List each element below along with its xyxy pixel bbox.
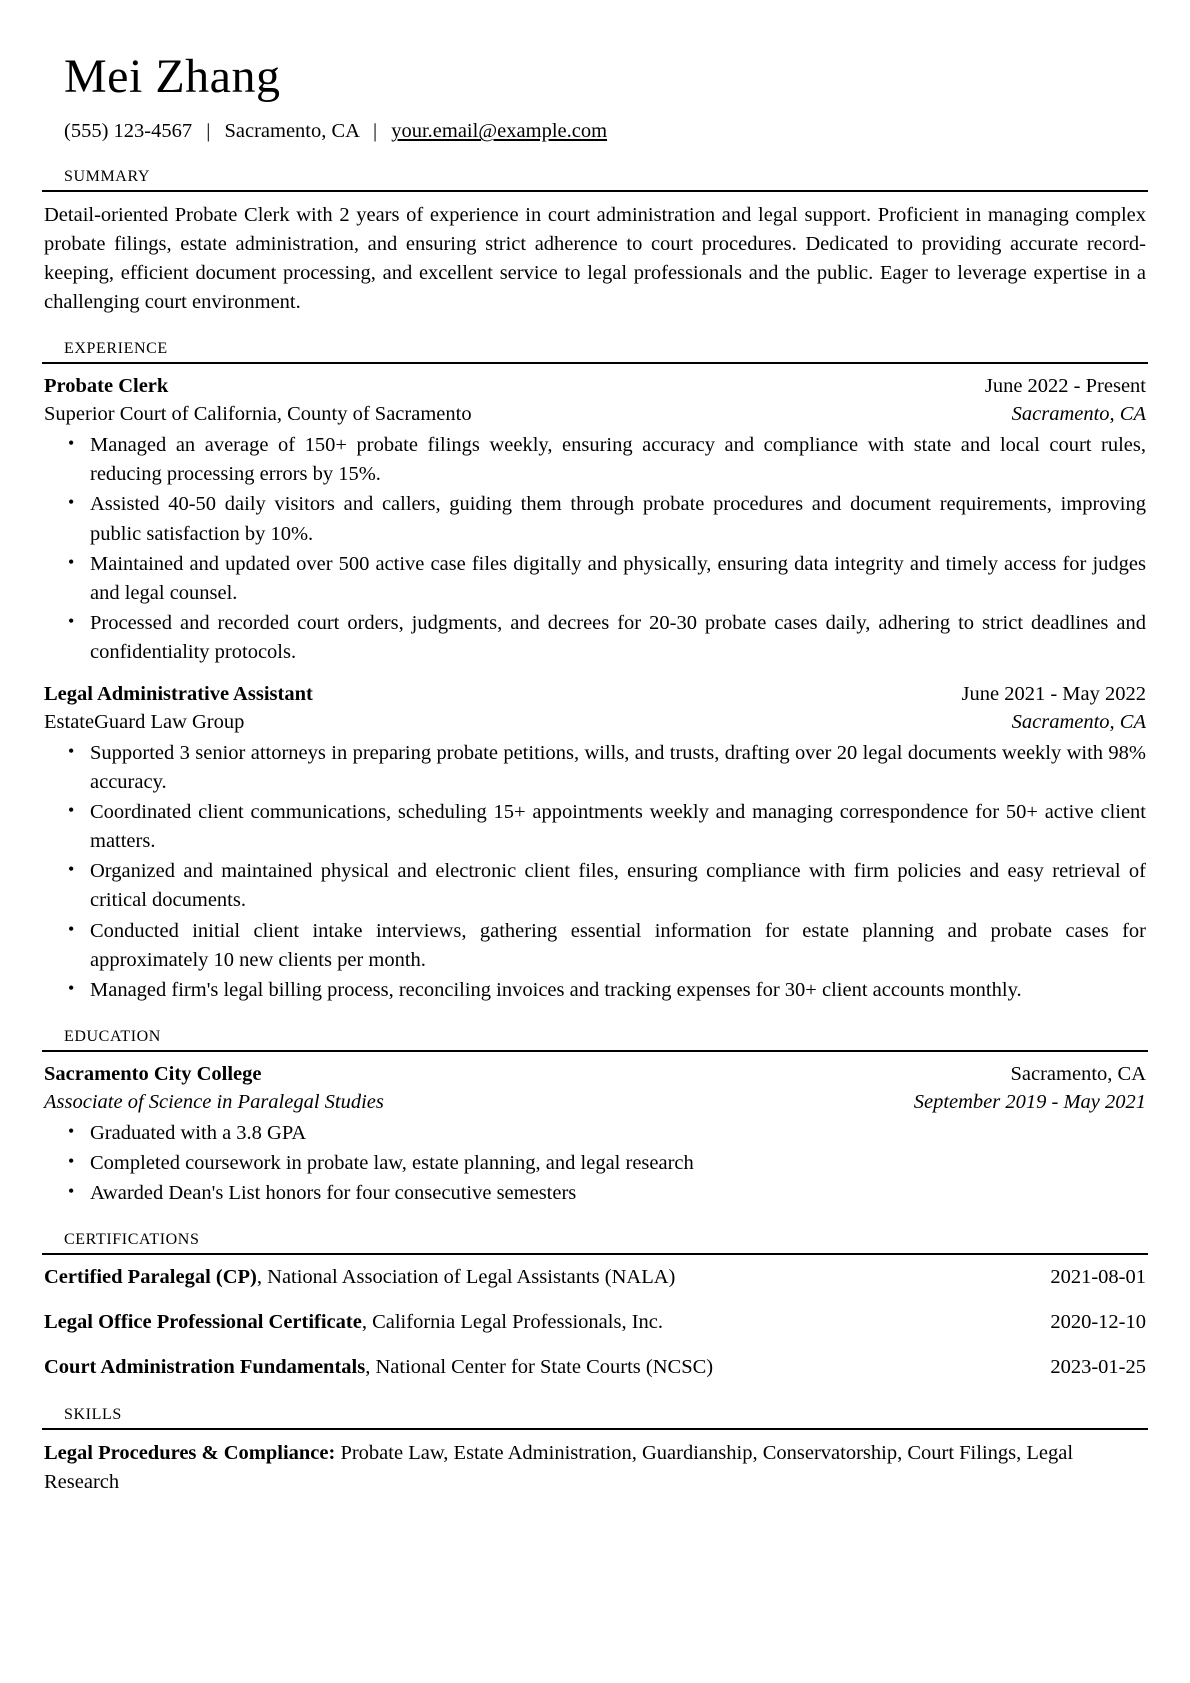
- list-item: • Awarded Dean's List honors for four consecutive semesters: [90, 1179, 1148, 1208]
- resume-header: [42, 52, 1148, 145]
- section-title-experience: experience: [64, 333, 168, 359]
- certification-issuer: , California Legal Professionals, Inc.: [361, 1310, 663, 1333]
- list-item: • Assisted 40-50 daily visitors and callers, guiding them through probate procedures and document requirements, improving public satisfaction by 10%.: [90, 490, 1148, 548]
- list-item: • Maintained and updated over 500 active case files digitally and physically, ensuring data integrity and timely access for judges and legal counsel.: [90, 550, 1148, 608]
- experience-title-row: [42, 373, 1148, 401]
- section-rule-skills: [42, 1428, 1148, 1430]
- job-date: June 2022 - Present: [984, 375, 1146, 398]
- section-title-summary: summary: [64, 161, 151, 187]
- list-item: • Completed coursework in probate law, estate planning, and legal research: [90, 1149, 1148, 1178]
- education-school-row: [42, 1061, 1148, 1089]
- email-link[interactable]: your.email@example.com: [391, 120, 608, 143]
- section-experience: [42, 333, 1148, 1004]
- certification-date: 2021-08-01: [1050, 1265, 1146, 1288]
- section-title-certifications: certifications: [64, 1223, 200, 1249]
- list-item: • Managed firm's legal billing process, reconciling invoices and tracking expenses for 30+ client accounts monthly.: [90, 976, 1148, 1005]
- education-entry: [42, 1061, 1148, 1208]
- certification-name: Legal Office Professional Certificate: [44, 1310, 362, 1333]
- list-item: • Organized and maintained physical and electronic client files, ensuring compliance with firm policies and easy retrieval of critical documents.: [90, 857, 1148, 915]
- section-rule-education: [42, 1050, 1148, 1052]
- certification-text: [44, 1354, 713, 1382]
- job-title: Legal Administrative Assistant: [44, 683, 313, 706]
- skill-category: Legal Procedures & Compliance:: [44, 1441, 336, 1464]
- education-bullet-list: [42, 1119, 1148, 1208]
- job-organization: EstateGuard Law Group: [44, 710, 245, 733]
- section-rule-summary: [42, 190, 1148, 192]
- education-degree-row: [42, 1089, 1148, 1117]
- certification-row: [42, 1309, 1148, 1337]
- job-organization: Superior Court of California, County of Sacramento: [44, 403, 472, 426]
- section-certifications: [42, 1224, 1148, 1382]
- location-text: Sacramento, CA: [224, 120, 359, 143]
- certification-name: Court Administration Fundamentals: [44, 1355, 366, 1378]
- certification-text: [44, 1309, 663, 1337]
- job-date: June 2021 - May 2022: [961, 683, 1146, 706]
- summary-text: Detail-oriented Probate Clerk with 2 years of experience in court administration and legal support. Proficient in managing complex probate filings, estate administration, and ensuring strict adherence to court procedures. Dedicated to providing accurate record-keeping, efficient document processing, and excellent service to legal professionals and the public. Eager to leverage expertise in a challenging court environment.: [44, 204, 1146, 314]
- list-item: • Supported 3 senior attorneys in preparing probate petitions, wills, and trusts, drafting over 20 legal documents weekly with 98% accuracy.: [90, 739, 1148, 797]
- skill-group: [42, 1439, 1148, 1497]
- section-title-skills: skills: [64, 1398, 122, 1424]
- section-skills: [42, 1399, 1148, 1497]
- contact-line: [64, 118, 1148, 145]
- certification-date: 2020-12-10: [1050, 1310, 1146, 1333]
- section-education: [42, 1021, 1148, 1208]
- list-item: • Coordinated client communications, scheduling 15+ appointments weekly and managing correspondence for 50+ active client matters.: [90, 798, 1148, 856]
- job-location: Sacramento, CA: [1011, 710, 1146, 733]
- list-item: • Conducted initial client intake interviews, gathering essential information for estate planning and probate cases for approximately 10 new clients per month.: [90, 917, 1148, 975]
- contact-separator-1: |: [206, 120, 211, 143]
- list-item: • Managed an average of 150+ probate filings weekly, ensuring accuracy and compliance with state and local court rules, reducing processing errors by 15%.: [90, 431, 1148, 489]
- candidate-name: Mei Zhang: [64, 50, 281, 103]
- certification-row: [42, 1354, 1148, 1382]
- experience-entry: [42, 681, 1148, 1005]
- certification-issuer: , National Center for State Courts (NCSC): [365, 1355, 714, 1378]
- list-item: • Processed and recorded court orders, judgments, and decrees for 20-30 probate cases daily, adhering to strict deadlines and confidentiality protocols.: [90, 609, 1148, 667]
- degree-name: Associate of Science in Paralegal Studies: [44, 1090, 384, 1113]
- section-rule-certifications: [42, 1253, 1148, 1255]
- experience-title-row: [42, 681, 1148, 709]
- job-bullet-list: [42, 739, 1148, 1005]
- certification-name: Certified Paralegal (CP): [44, 1265, 257, 1288]
- certification-issuer: , National Association of Legal Assistants (NALA): [256, 1265, 676, 1288]
- skill-items: Probate Law, Estate Administration, Guardianship, Conservatorship, Court Filings, Legal Research: [44, 1441, 1074, 1493]
- section-summary: [42, 161, 1148, 317]
- experience-org-row: [42, 709, 1148, 737]
- job-location: Sacramento, CA: [1011, 403, 1146, 426]
- school-name: Sacramento City College: [44, 1062, 262, 1085]
- education-date: September 2019 - May 2021: [913, 1090, 1146, 1113]
- job-bullet-list: [42, 431, 1148, 667]
- experience-entry: [42, 373, 1148, 667]
- phone-number: (555) 123-4567: [64, 120, 193, 143]
- section-title-education: education: [64, 1020, 161, 1046]
- list-item: • Graduated with a 3.8 GPA: [90, 1119, 1148, 1148]
- contact-separator-2: |: [372, 120, 378, 143]
- section-rule-experience: [42, 362, 1148, 364]
- job-title: Probate Clerk: [44, 375, 169, 398]
- school-location: Sacramento, CA: [1010, 1062, 1146, 1085]
- certification-date: 2023-01-25: [1050, 1355, 1146, 1378]
- certification-row: [42, 1264, 1148, 1292]
- experience-org-row: [42, 401, 1148, 429]
- certification-text: [44, 1264, 675, 1292]
